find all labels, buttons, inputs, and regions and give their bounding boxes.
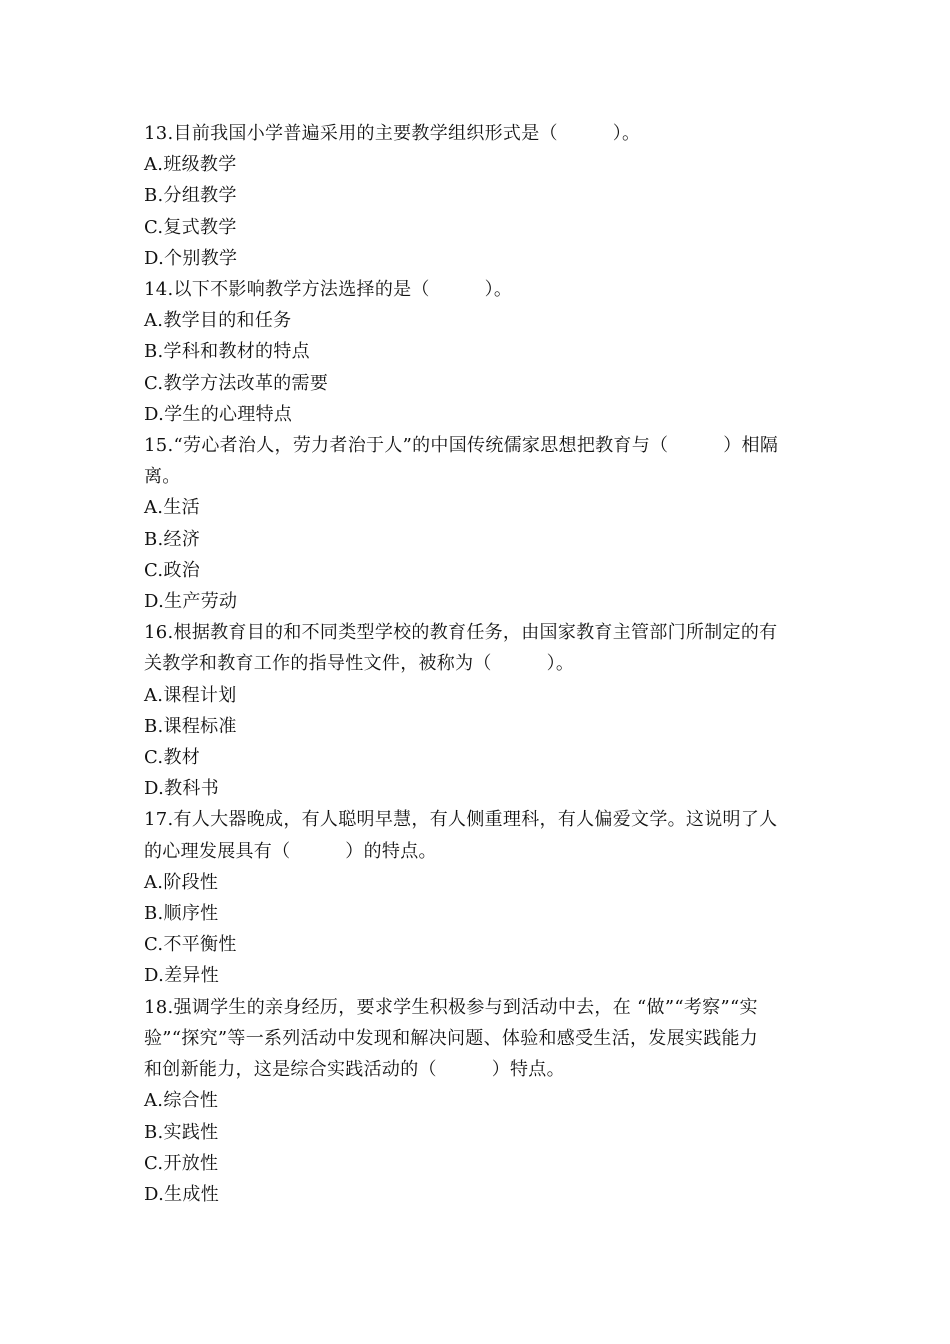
option-b: B.学科和教材的特点 (144, 341, 310, 363)
question-14 (144, 274, 808, 430)
exam-page (144, 118, 808, 1210)
question-text: 14.以下不影响教学方法选择的是（ ）。 (144, 279, 513, 301)
option-a: A.课程计划 (144, 684, 237, 706)
option-b: B.顺序性 (144, 903, 219, 925)
option-d: D.教科书 (144, 778, 220, 800)
option-b: B.经济 (144, 528, 201, 550)
option-c: C.不平衡性 (144, 934, 237, 956)
option-c: C.复式教学 (144, 216, 237, 238)
option-c: C.开放性 (144, 1152, 219, 1174)
option-c: C.政治 (144, 559, 201, 581)
question-text: 关教学和教育工作的指导性文件，被称为（ ）。 (144, 653, 575, 675)
option-c: C.教材 (144, 747, 201, 769)
question-text: 17.有人大器晚成，有人聪明早慧，有人侧重理科，有人偏爱文学。这说明了人 (144, 809, 778, 831)
question-text: 15.“劳心者治人，劳力者治于人”的中国传统儒家思想把教育与（ ）相隔 (144, 435, 779, 457)
option-a: A.班级教学 (144, 154, 237, 176)
option-b: B.分组教学 (144, 185, 237, 207)
option-d: D.生成性 (144, 1183, 220, 1205)
question-text: 和创新能力，这是综合实践活动的（ ）特点。 (144, 1059, 565, 1081)
question-16 (144, 617, 808, 804)
question-17 (144, 804, 808, 991)
question-text: 16.根据教育目的和不同类型学校的教育任务，由国家教育主管部门所制定的有 (144, 622, 778, 644)
option-a: A.阶段性 (144, 871, 219, 893)
question-text: 13.目前我国小学普遍采用的主要教学组织形式是（ ）。 (144, 123, 641, 144)
option-d: D.差异性 (144, 965, 220, 987)
question-13 (144, 118, 808, 274)
option-a: A.综合性 (144, 1090, 219, 1112)
option-a: A.教学目的和任务 (144, 310, 292, 332)
option-a: A.生活 (144, 497, 200, 519)
option-b: B.课程标准 (144, 715, 237, 737)
option-b: B.实践性 (144, 1121, 219, 1143)
question-18 (144, 992, 808, 1210)
question-15 (144, 430, 808, 617)
question-text: 18.强调学生的亲身经历，要求学生积极参与到活动中去，在 “做”“考察”“实 (144, 996, 758, 1018)
option-d: D.个别教学 (144, 247, 238, 269)
question-text: 的心理发展具有（ ）的特点。 (144, 840, 437, 862)
question-text: 验”“探究”等一系列活动中发现和解决问题、体验和感受生活，发展实践能力 (144, 1027, 759, 1049)
option-d: D.生产劳动 (144, 591, 238, 613)
option-d: D.学生的心理特点 (144, 403, 293, 425)
option-c: C.教学方法改革的需要 (144, 372, 329, 394)
question-text: 离。 (144, 466, 181, 488)
